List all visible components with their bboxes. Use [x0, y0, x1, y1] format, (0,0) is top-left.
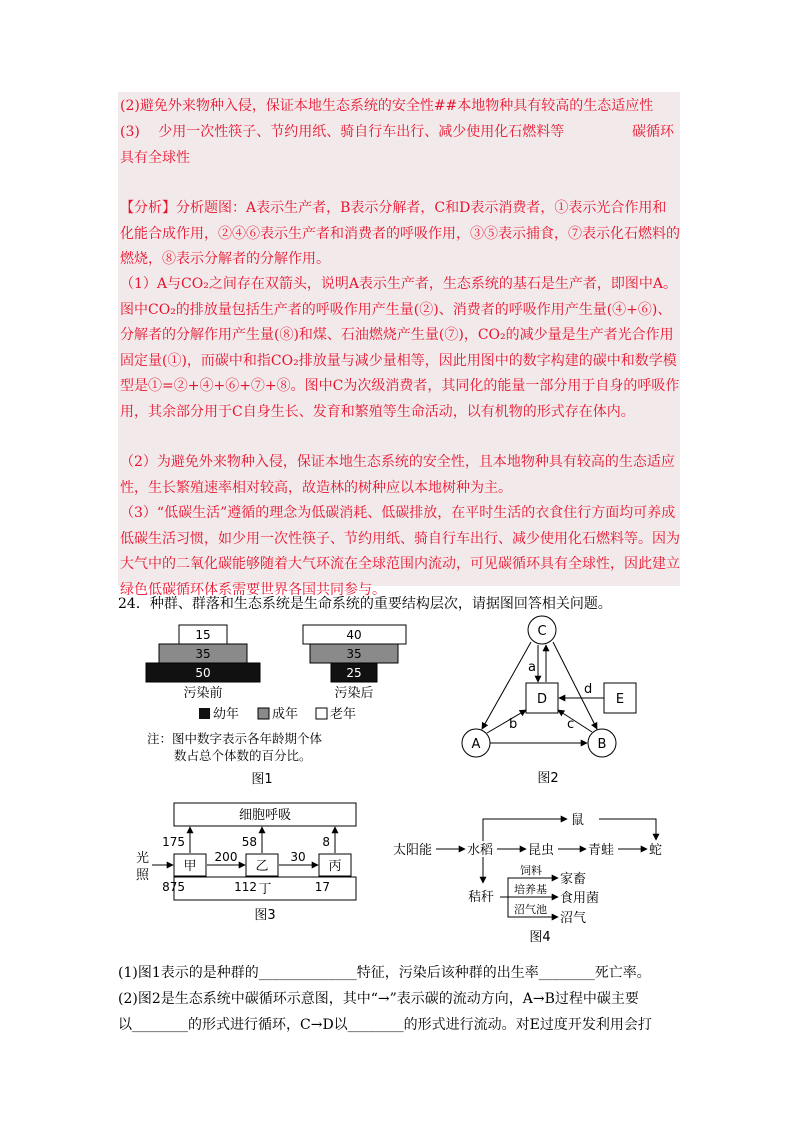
legend-young: 幼年: [213, 707, 240, 722]
fig3-caption: 图3: [254, 908, 276, 923]
fig1-after-label: 污染后: [334, 686, 374, 701]
fig3-respiration: 细胞呼吸: [238, 808, 292, 823]
fig4-insect: 昆虫: [528, 843, 555, 858]
fig4-mouse: 鼠: [571, 813, 585, 828]
fig4: [393, 813, 662, 945]
fig2: [462, 616, 636, 786]
analysis-text: 分析题图：A表示生产者，B表示分解者，C和D表示消费者，①表示光合作用和化能合成作用，②④⑥表示生产者和消费者的呼吸作用，③⑤表示捕食，⑦表示化石燃料的燃烧，⑧表示分解者的分解作用。: [120, 200, 680, 267]
fig1-before-adult-value: 35: [195, 647, 211, 661]
fig1-before: [146, 625, 260, 701]
fig3-decomposer: 丁: [258, 882, 272, 897]
fig3-n112: 112: [234, 880, 257, 894]
fig4-caption: 图4: [529, 930, 551, 945]
fig4-rice: 水稻: [467, 843, 494, 858]
explain-3: （3）“低碳生活”遵循的理念为低碳消耗、低碳排放，在平时生活的衣食住行方面均可养成低碳生活习惯，如少用一次性筷子、节约用纸、骑自行车出行、减少使用化石燃料等。因为大气中的二氧化碳能够随着大气环流在全球范围内流动，可见碳循环具有全球性，因此建立绿色低碳循环体系需要世界各国共同参与。: [120, 505, 680, 598]
fig1-note-1: 注：图中数字表示各年龄期个体: [147, 731, 323, 746]
fig4-pool: 沼气池: [514, 903, 547, 916]
question-1: (1)图1表示的是种群的______________特征，污染后该种群的出生率________死亡率。: [118, 965, 651, 981]
analysis-tag: 【分析】: [120, 200, 176, 216]
fig1-before-label: 污染前: [183, 686, 223, 701]
fig4-livestock: 家畜: [560, 872, 587, 887]
fig3-light-2: 照: [136, 868, 150, 883]
fig1-after-adult-value: 35: [346, 647, 362, 661]
legend-young-swatch: [199, 708, 210, 719]
fig1-before-old-value: 15: [195, 628, 211, 642]
fig3-n8: 8: [322, 835, 330, 849]
fig4-frog: 青蛙: [588, 843, 615, 858]
explain-1: （1）A与CO₂之间存在双箭头，说明A表示生产者，生态系统的基石是生产者，即图中A。图中CO₂的排放量包括生产者的呼吸作用产生量(②)、消费者的呼吸作用产生量(④+⑥)、分解者的分解作用产生量(⑧)和煤、石油燃烧产生量(⑦)，CO₂的减少量是生产者光合作用固定量(①)，而碳中和指CO₂排放量与减少量相等，因此用图中的数字构建的碳中和数学模型是①=②+④+⑥+⑦+⑧。图中C为次级消费者，其同化的能量一部分用于自身的呼吸作用，其余部分用于C自身生长、发育和繁殖等生命活动，以有机物的形式存在体内。: [120, 276, 680, 420]
answer-line-3-cont: 具有全球性: [120, 150, 190, 166]
fig4-feed: 饲料: [520, 864, 542, 877]
fig3-yi: 乙: [255, 859, 269, 874]
legend-old-swatch: [316, 708, 327, 719]
fig4-fungi: 食用菌: [560, 891, 600, 906]
fig2-caption: 图2: [537, 771, 559, 786]
fig1-caption: 图1: [251, 772, 273, 787]
node-e-label: E: [615, 692, 625, 707]
fig3-n17: 17: [314, 880, 330, 894]
question-2a: (2)图2是生态系统中碳循环示意图，其中“→”表示碳的流动方向，A→B过程中碳主要: [118, 991, 639, 1007]
fig4-straw: 秸秆: [468, 890, 495, 905]
fig3-n30: 30: [290, 850, 306, 864]
fig1-legend: [199, 706, 356, 722]
node-b-label: B: [597, 737, 607, 752]
answer-line-3-tail: 碳循环: [632, 124, 674, 140]
legend-adult-swatch: [258, 708, 269, 719]
fig1-after-old-value: 40: [346, 628, 362, 642]
answer-line-2: (2)避免外来物种入侵，保证本地生态系统的安全性##本地物种具有较高的生态适应性: [120, 98, 654, 114]
legend-old: 老年: [330, 707, 357, 722]
fig4-substrate: 培养基: [514, 883, 547, 896]
label-b: b: [509, 717, 518, 732]
fig3-n200: 200: [214, 850, 238, 864]
label-d: d: [584, 682, 593, 697]
legend-adult: 成年: [272, 707, 299, 722]
label-c: c: [567, 717, 575, 732]
fig3-n875: 875: [162, 880, 185, 894]
fig1-before-young-value: 50: [195, 666, 211, 680]
fig3-light-1: 光: [136, 851, 150, 866]
fig4-biogas: 沼气: [560, 911, 587, 926]
fig3-bing: 丙: [328, 859, 342, 874]
analysis-paragraph: [120, 196, 680, 273]
question-2b: 以________的形式进行循环，C→D以________的形式进行流动。对E过度开发利用会打: [118, 1017, 652, 1033]
node-a-label: A: [471, 737, 481, 752]
figures: [0, 615, 800, 955]
node-d-label: D: [536, 692, 548, 707]
fig3-n175: 175: [162, 835, 185, 849]
fig1-note-2: 数占总个体数的百分比。: [174, 748, 312, 763]
answer-line-3: (3) 少用一次性筷子、节约用纸、骑自行车出行、减少使用化石燃料等: [120, 124, 565, 140]
fig3-n58: 58: [241, 835, 257, 849]
fig3-jia: 甲: [183, 859, 197, 874]
fig1-after: [303, 625, 406, 701]
fig4-snake: 蛇: [649, 843, 663, 858]
explain-2: （2）为避免外来物种入侵，保证本地生态系统的安全性，且本地物种具有较高的生态适应性，生长繁殖速率相对较高，故造林的树种应以本地树种为主。: [120, 454, 675, 496]
fig4-sun: 太阳能: [393, 843, 433, 858]
question-stem: 24．种群、群落和生态系统是生命系统的重要结构层次，请据图回答相关问题。: [118, 596, 612, 612]
fig3: [136, 803, 356, 923]
label-a: a: [528, 660, 536, 675]
fig1-after-young-value: 25: [346, 666, 362, 680]
node-c-label: C: [537, 624, 547, 639]
